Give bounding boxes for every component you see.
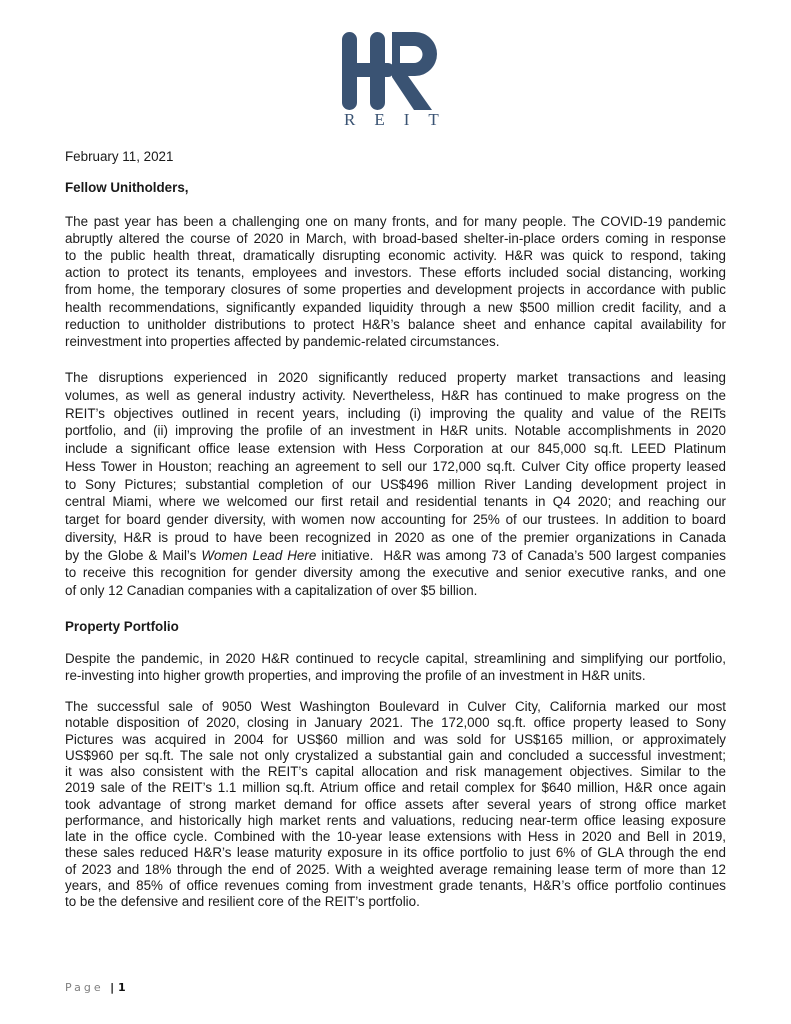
text-line: of 2023 and 18% through the end of 2025. With a weighted average remaining lease term of more than 12: [65, 861, 726, 877]
text-line: notable disposition of 2020, closing in January 2021. The 172,000 sq.ft. office property leased to Sony: [65, 715, 726, 731]
text-line: The past year has been a challenging one on many fronts, and for many people. The COVID-19 pandemic: [65, 214, 726, 229]
text-line: abruptly altered the course of 2020 in March, with broad-based shelter-in-place orders coming in response: [65, 231, 726, 247]
text-line: action to protect its tenants, employees and investors. These efforts included social distancing, working: [65, 265, 726, 281]
text-line: diversity, H&R is proud to have been recognized in 2020 as one of the premier organizations in Canada: [65, 529, 726, 545]
text-line: late in the office cycle. Combined with the 10-year lease extensions with Hess in 2020 and Bell in 2019,: [65, 829, 726, 844]
text-line: re-investing into higher growth properties, and improving the profile of an investment in H&R units.: [65, 668, 646, 683]
text-line: target for board gender diversity, with women now accounting for 25% of our trustees. In addition to board: [65, 512, 726, 527]
page-footer: Page | 1: [65, 981, 126, 994]
text-line: took advantage of strong market demand for office assets after several years of strong office market: [65, 796, 726, 812]
text-segment: by the Globe & Mail’s: [65, 547, 202, 563]
text-line: to be the defensive and resilient core of the REIT’s portfolio.: [65, 894, 420, 909]
logo-subtitle: REIT: [344, 110, 458, 129]
text-line: reduction to unitholder distributions to protect H&R’s balance sheet and enhance capital availability for: [65, 316, 726, 332]
letter-date: February 11, 2021: [65, 149, 174, 164]
text-line: The successful sale of 9050 West Washington Boulevard in Culver City, California marked our most: [65, 699, 726, 714]
text-line: from home, the temporary closures of some properties and development projects in accordance with public: [65, 282, 726, 298]
hr-logo-icon: [340, 30, 450, 110]
text-line: REIT’s objectives outlined in recent years, including (i) improving the quality and value of the REITs: [65, 405, 726, 421]
text-line: to Sony Pictures; substantial completion of our US$496 million River Landing development project in: [65, 476, 726, 492]
text-line: reinvestment into properties affected by pandemic-related circumstances.: [65, 333, 500, 349]
text-line: central Miami, where we welcomed our first retail and residential tenants in Q4 2020; and reaching our: [65, 494, 726, 510]
text-line: include a significant office lease extension with Hess Corporation at our 845,000 sq.ft. LEED Platinum: [65, 441, 726, 456]
text-line: portfolio, and (ii) improving the profile of an investment in H&R units. Notable accomplishments in 2020: [65, 423, 726, 439]
salutation: Fellow Unitholders,: [65, 180, 189, 195]
text-segment: initiative. H&R was among 73 of Canada’s 500 largest companies: [316, 547, 726, 563]
text-line: health recommendations, significantly expanded liquidity through a new $500 million credit facility, and a: [65, 299, 726, 315]
text-line: The disruptions experienced in 2020 significantly reduced property market transactions and leasing: [65, 370, 726, 385]
section-heading-property-portfolio: Property Portfolio: [65, 619, 179, 634]
text-line: to receive this recognition for gender diversity among the executive and senior executive ranks, and one: [65, 565, 726, 581]
text-line: 2019 sale of the REIT’s 1.1 million sq.ft. Atrium office and retail complex for $640 million, H&R once again: [65, 780, 726, 796]
text-line: US$960 per sq.ft. The sale not only crystalized a substantial gain and concluded a successful investment;: [65, 747, 726, 763]
text-line: [65, 547, 726, 565]
text-line: Hess Tower in Houston; reaching an agreement to sell our 172,000 sq.ft. Culver City office property leased: [65, 458, 726, 474]
text-line: Despite the pandemic, in 2020 H&R continued to recycle capital, streamlining and simplifying our portfolio,: [65, 651, 726, 666]
initiative-name: Women Lead Here: [201, 547, 317, 563]
text-line: of only 12 Canadian companies with a capitalization of over $5 billion.: [65, 583, 478, 598]
text-line: Pictures was acquired in 2004 for US$60 million and was sold for US$165 million, or approximately: [65, 731, 726, 747]
text-line: it was also consistent with the REIT’s capital allocation and risk management objectives. Similar to the: [65, 764, 726, 779]
page-label: Page: [65, 981, 104, 994]
text-line: years, and 85% of office revenues coming from investment grade tenants, H&R’s office portfolio continues: [65, 877, 726, 893]
text-line: volumes, as well as general industry activity. Nevertheless, H&R has continued to make progress on the: [65, 387, 726, 403]
text-line: to the public health threat, dramatically disrupting economic activity. H&R was quick to respond, taking: [65, 248, 726, 264]
page-number: 1: [118, 981, 126, 994]
text-line: these sales reduced H&R’s lease maturity exposure in its office portfolio to just 6% of GLA through the end: [65, 845, 726, 861]
text-line: performance, and historically high market rents and valuations, reducing near-term office leasing exposure: [65, 812, 726, 828]
